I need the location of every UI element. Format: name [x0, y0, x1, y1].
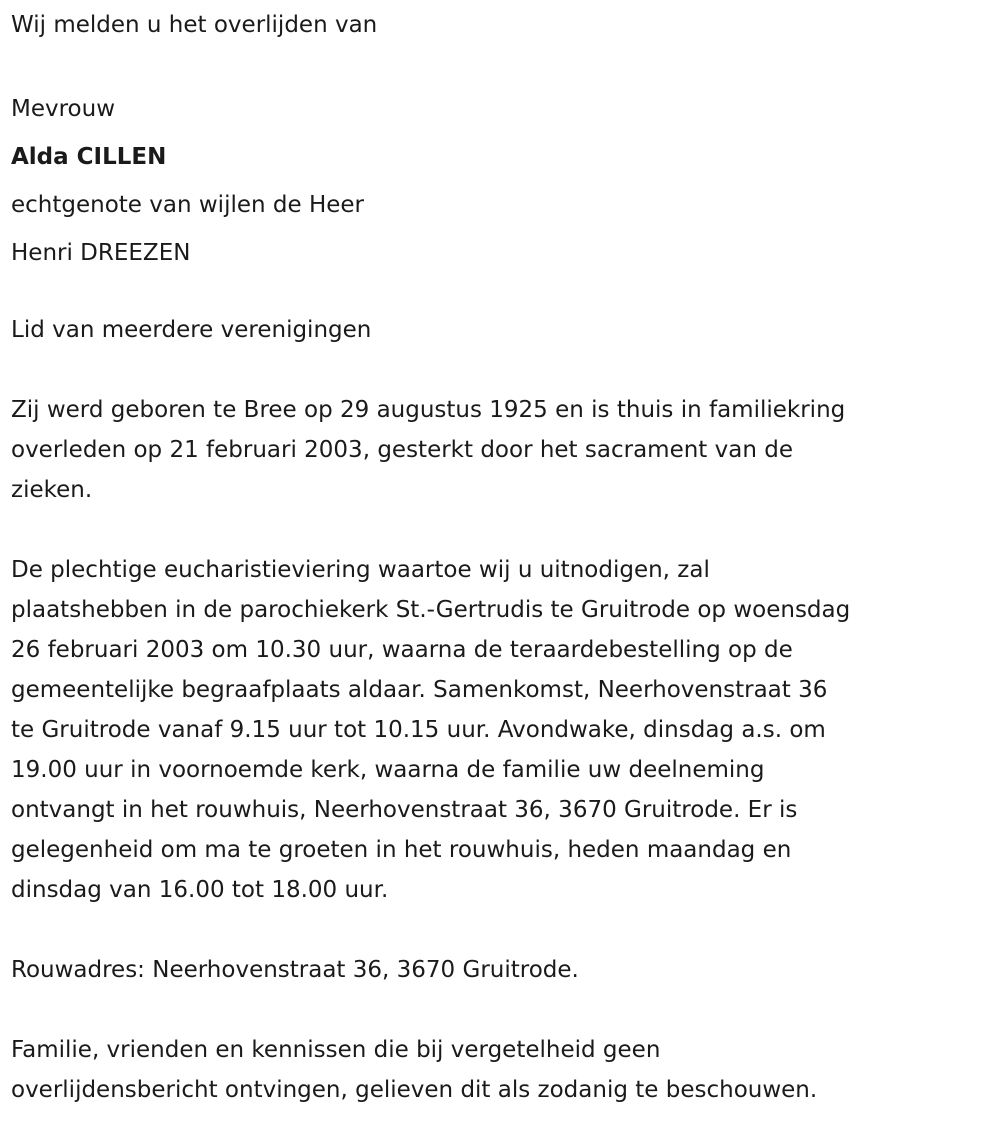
paragraph-line: De plechtige eucharistieviering waartoe wij u uitnodigen, zal: [11, 557, 710, 583]
paragraph-line: Zij werd geboren te Bree op 29 augustus 1925 en is thuis in familiekring: [11, 397, 846, 423]
mourning-address-block: [11, 950, 579, 990]
paragraph-line: Familie, vrienden en kennissen die bij vergetelheid geen: [11, 1037, 661, 1063]
paragraph-line: plaatshebben in de parochiekerk St.-Gertrudis te Gruitrode op woensdag: [11, 597, 851, 623]
mourning-address: Rouwadres: Neerhovenstraat 36, 3670 Gruitrode.: [11, 957, 579, 983]
paragraph-line: ontvangt in het rouwhuis, Neerhovenstraat 36, 3670 Gruitrode. Er is: [11, 797, 798, 823]
intro-text: Wij melden u het overlijden van: [11, 12, 378, 38]
intro-block: [11, 5, 377, 45]
paragraph-line: dinsdag van 16.00 tot 18.00 uur.: [11, 877, 389, 903]
paragraph-line: overleden op 21 februari 2003, gesterkt door het sacrament van de: [11, 437, 793, 463]
paragraph-line: gemeentelijke begraafplaats aldaar. Samenkomst, Neerhovenstraat 36: [11, 677, 828, 703]
paragraph-line: 19.00 uur in voornoemde kerk, waarna de familie uw deelneming: [11, 757, 765, 783]
spouse-name: Henri DREEZEN: [11, 240, 191, 266]
paragraph-line: zieken.: [11, 477, 93, 503]
title-text: Mevrouw: [11, 96, 116, 122]
closing-paragraph: [11, 1030, 817, 1110]
deceased-block: [11, 85, 364, 277]
paragraph-line: te Gruitrode vanaf 9.15 uur tot 10.15 uur. Avondwake, dinsdag a.s. om: [11, 717, 826, 743]
paragraph-line: gelegenheid om ma te groeten in het rouwhuis, heden maandag en: [11, 837, 792, 863]
paragraph-line: 26 februari 2003 om 10.30 uur, waarna de teraardebestelling op de: [11, 637, 793, 663]
relation-text: echtgenote van wijlen de Heer: [11, 192, 364, 218]
deceased-name: Alda CILLEN: [11, 144, 167, 170]
ceremony-paragraph: [11, 550, 850, 910]
membership-block: [11, 310, 371, 350]
paragraph-line: overlijdensbericht ontvingen, gelieven dit als zodanig te beschouwen.: [11, 1077, 818, 1103]
birth-paragraph: [11, 390, 845, 510]
membership-text: Lid van meerdere verenigingen: [11, 317, 372, 343]
